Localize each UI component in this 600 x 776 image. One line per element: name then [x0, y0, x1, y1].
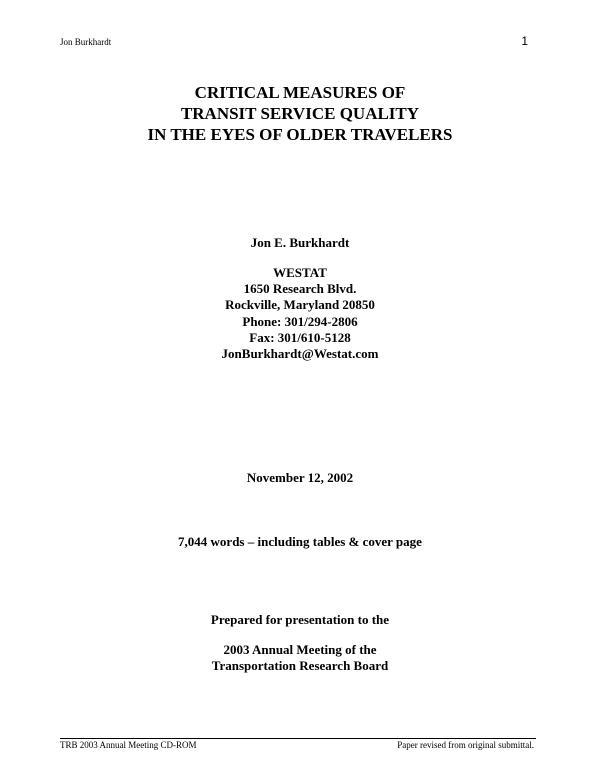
title-line: TRANSIT SERVICE QUALITY: [180, 104, 420, 123]
title-line: CRITICAL MEASURES OF: [194, 83, 406, 102]
word-count: 7,044 words – including tables & cover page: [178, 534, 422, 549]
title-line: IN THE EYES OF OLDER TRAVELERS: [147, 125, 453, 144]
footer-left-text: TRB 2003 Annual Meeting CD-ROM: [60, 740, 197, 750]
meeting-line: Transportation Research Board: [211, 658, 389, 674]
meeting-name: [0, 642, 600, 674]
street-address: 1650 Research Blvd.: [243, 281, 357, 297]
footer-right-text: Paper revised from original submittal.: [397, 740, 534, 750]
phone-number: Phone: 301/294-2806: [242, 313, 358, 329]
fax-number: Fax: 301/610-5128: [249, 329, 351, 345]
prepared-for: Prepared for presentation to the: [210, 612, 390, 627]
running-head: Jon Burkhardt: [60, 37, 112, 47]
page-number: 1: [521, 34, 528, 48]
author-name: Jon E. Burkhardt: [250, 235, 350, 250]
meeting-line: 2003 Annual Meeting of the: [223, 642, 377, 657]
footer-divider: [60, 738, 536, 739]
city-state-zip: Rockville, Maryland 20850: [225, 297, 375, 313]
paper-title: [0, 82, 600, 145]
email-address: JonBurkhardt@Westat.com: [221, 346, 379, 362]
organization: WESTAT: [273, 265, 327, 280]
paper-date: November 12, 2002: [246, 470, 354, 485]
affiliation-block: [0, 265, 600, 362]
